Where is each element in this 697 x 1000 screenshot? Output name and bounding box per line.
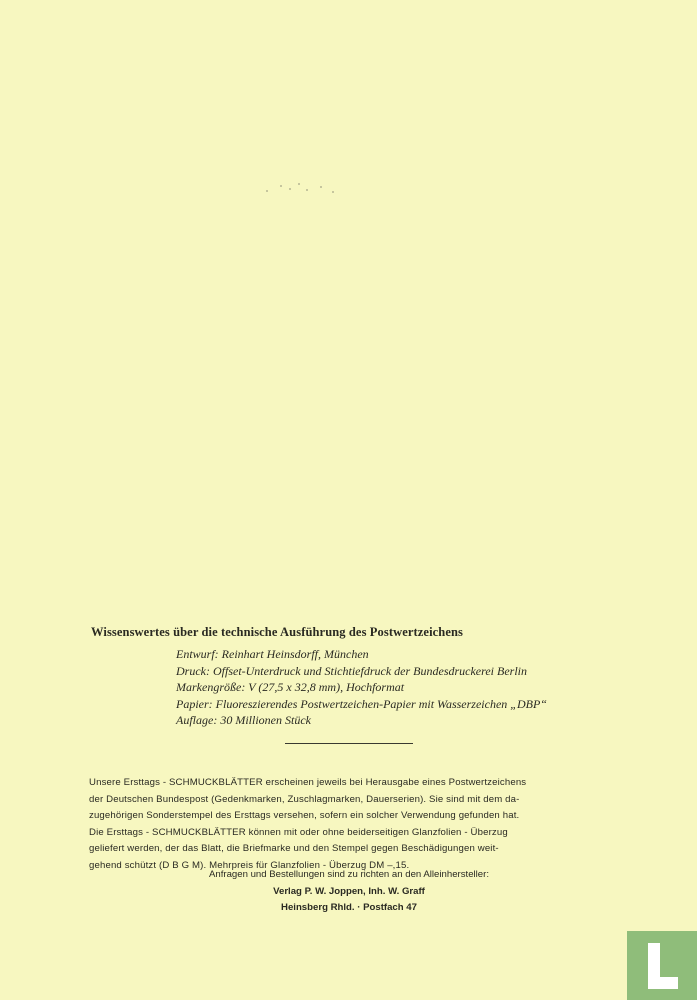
notice-line: geliefert werden, der das Blatt, die Briefmarke und den Stempel gegen Beschädigungen weit-	[89, 843, 499, 854]
spec-printing: Druck: Offset-Unterdruck und Stichtiefdruck der Bundesdruckerei Berlin	[176, 663, 528, 678]
notice-line: zugehörigen Sonderstempel des Ersttags versehen, sofern ein solcher Verwendung gefunden hat.	[89, 810, 520, 821]
notice-line: gehend schützt (D B G M). Mehrpreis für Glanzfolien - Überzug DM –,15.	[89, 859, 410, 871]
stamp-specifications	[176, 646, 656, 729]
spec-print-run: Auflage: 30 Millionen Stück	[176, 713, 311, 728]
section-divider	[285, 743, 413, 744]
publisher-notice	[89, 775, 609, 874]
publisher-name: Verlag P. W. Joppen, Inh. W. Graff	[273, 885, 425, 897]
contact-block	[89, 867, 609, 917]
contact-intro: Anfragen und Bestellungen sind zu richten an den Alleinhersteller:	[208, 869, 489, 880]
logo-l-shape	[648, 943, 678, 989]
notice-line: Unsere Ersttags - SCHMUCKBLÄTTER erscheinen jeweils bei Herausgabe eines Postwertzeichens	[89, 777, 527, 788]
paper-speckle-marks	[262, 182, 342, 196]
spec-paper: Papier: Fluoreszierendes Postwertzeichen-Papier mit Wasserzeichen „DBP“	[176, 696, 547, 711]
spec-design: Entwurf: Reinhart Heinsdorff, München	[176, 647, 369, 661]
letter-l-logo-icon	[627, 931, 697, 1000]
notice-line: Die Ersttags - SCHMUCKBLÄTTER können mit oder ohne beiderseitigen Glanzfolien - Überzug	[89, 826, 508, 838]
notice-line: der Deutschen Bundespost (Gedenkmarken, Zuschlagmarken, Dauerserien). Sie sind mit dem da-	[89, 793, 520, 805]
technical-info-heading: Wissenswertes über die technische Ausführung des Postwertzeichens	[91, 625, 464, 639]
publisher-address: Heinsberg Rhld. · Postfach 47	[281, 902, 417, 913]
spec-stamp-size: Markengröße: V (27,5 x 32,8 mm), Hochformat	[176, 680, 405, 695]
